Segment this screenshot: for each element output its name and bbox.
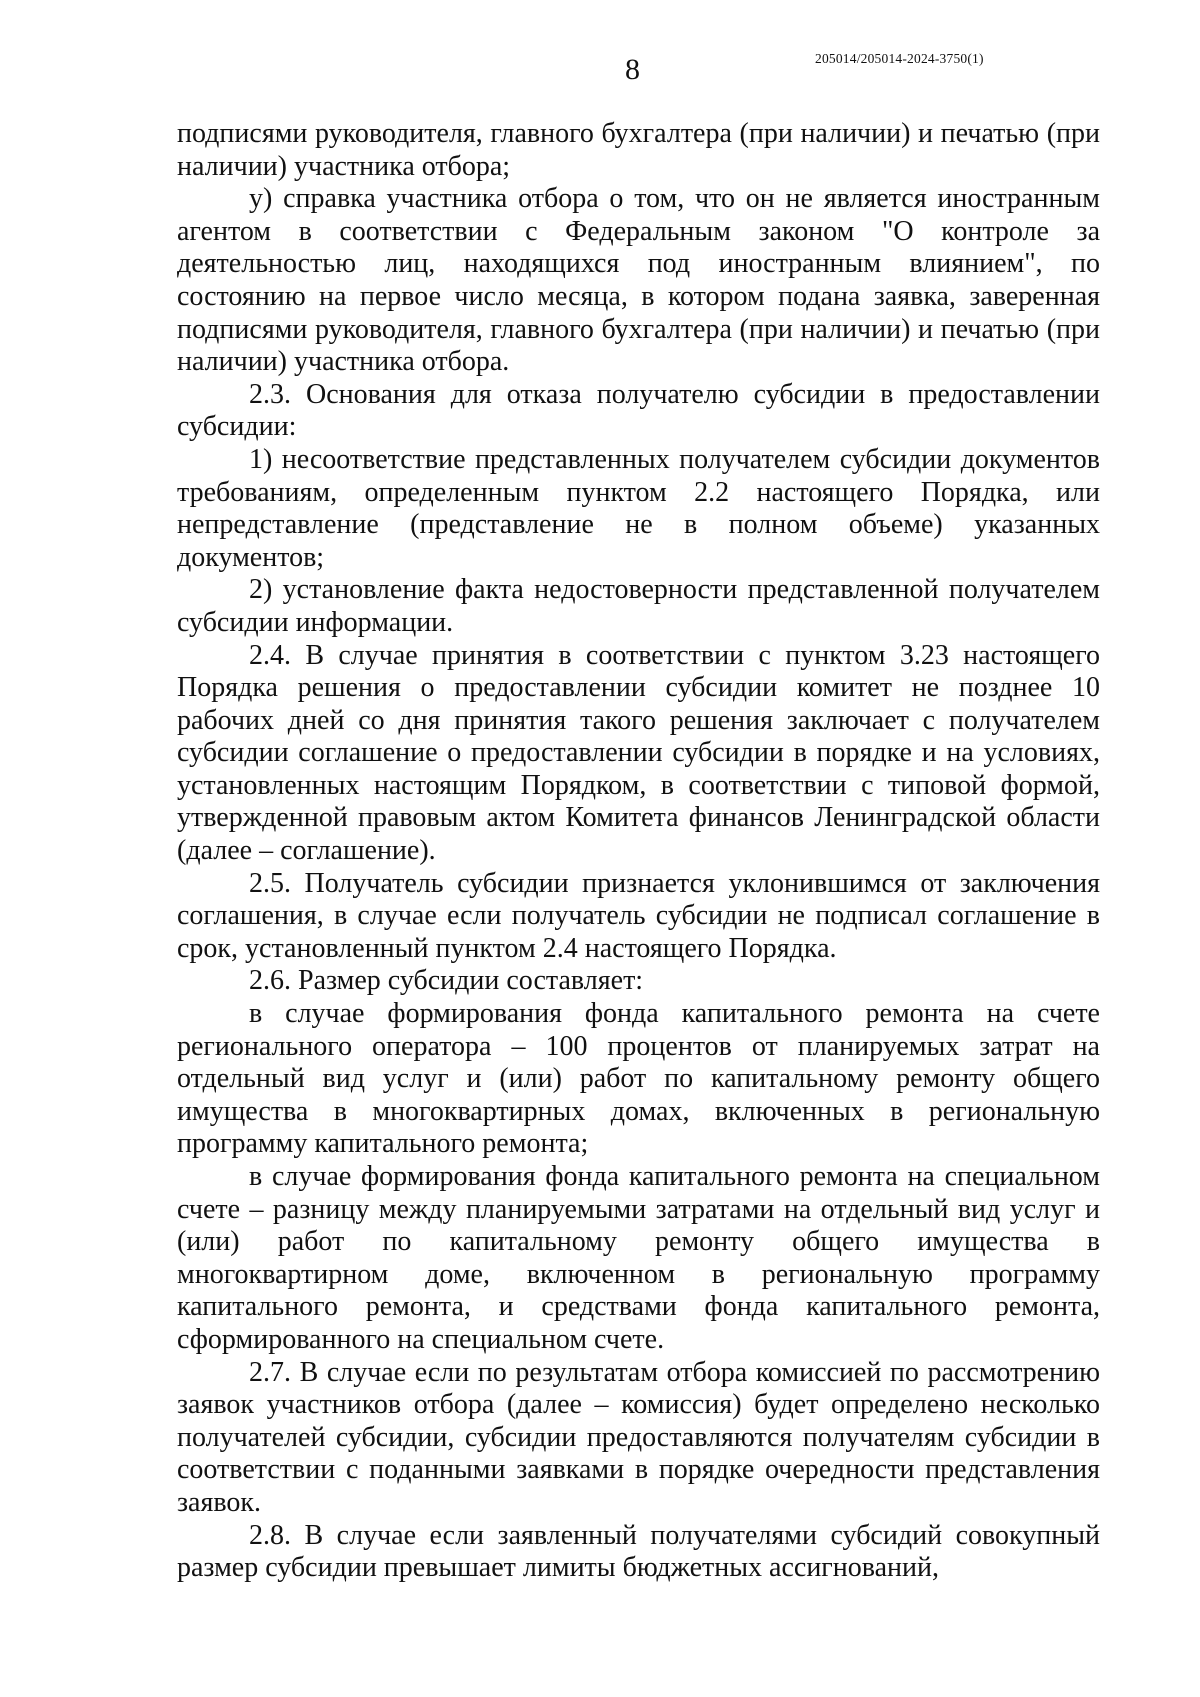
paragraph-2-3: 2.3. Основания для отказа получателю субсидии в предоставлении субсидии:: [177, 378, 1100, 443]
paragraph-2-8: 2.8. В случае если заявленный получателями субсидий совокупный размер субсидии превышает лимиты бюджетных ассигнований,: [177, 1519, 1100, 1584]
paragraph-2-6-special-account: в случае формирования фонда капитального ремонта на специальном счете – разницу между планируемыми затратами на отдельный вид услуг и (или) работ по капитальному ремонту общего имущества в многоквартирном доме, включенном в региональную программу капитального ремонта, и средствами фонда капитального ремонта, сформированного на специальном счете.: [177, 1161, 1100, 1355]
paragraph-continuation: подписями руководителя, главного бухгалтера (при наличии) и печатью (при наличии) участника отбора;: [177, 118, 1100, 182]
document-id: 205014/205014-2024-3750(1): [815, 51, 984, 66]
document-body: [177, 118, 1100, 1585]
paragraph-2-5: 2.5. Получатель субсидии признается уклонившимся от заключения соглашения, в случае если получатель субсидии не подписал соглашение в срок, установленный пунктом 2.4 настоящего Порядка.: [177, 867, 1100, 964]
page-number: 8: [625, 53, 640, 86]
paragraph-2-3-item-1: 1) несоответствие представленных получателем субсидии документов требованиям, определенным пунктом 2.2 настоящего Порядка, или непредставление (представление не в полном объеме) указанных документов;: [177, 443, 1100, 573]
paragraph-item-u: у) справка участника отбора о том, что он не является иностранным агентом в соответствии с Федеральным законом "О контроле за деятельностью лиц, находящихся под иностранным влиянием", по состоянию на первое число месяца, в котором подана заявка, заверенная подписями руководителя, главного бухгалтера (при наличии) и печатью (при наличии) участника отбора.: [177, 183, 1100, 378]
paragraph-2-3-item-2: 2) установление факта недостоверности представленной получателем субсидии информации.: [177, 574, 1100, 638]
paragraph-2-7: 2.7. В случае если по результатам отбора комиссией по рассмотрению заявок участников отбора (далее – комиссия) будет определено несколько получателей субсидии, субсидии предоставляются получателям субсидии в соответствии с поданными заявками в порядке очередности представления заявок.: [177, 1356, 1100, 1518]
paragraph-2-6: 2.6. Размер субсидии составляет:: [249, 965, 644, 997]
paragraph-2-6-regional-operator: в случае формирования фонда капитального ремонта на счете регионального оператора – 100 процентов от планируемых затрат на отдельный вид услуг и (или) работ по капитальному ремонту общего имущества в многоквартирных домах, включенных в региональную программу капитального ремонта;: [177, 998, 1100, 1160]
paragraph-2-4: 2.4. В случае принятия в соответствии с пунктом 3.23 настоящего Порядка решения о предоставлении субсидии комитет не позднее 10 рабочих дней со дня принятия такого решения заключает с получателем субсидии соглашение о предоставлении субсидии в порядке и на условиях, установленных настоящим Порядком, в соответствии с типовой формой, утвержденной правовым актом Комитета финансов Ленинградской области (далее – соглашение).: [177, 639, 1100, 867]
